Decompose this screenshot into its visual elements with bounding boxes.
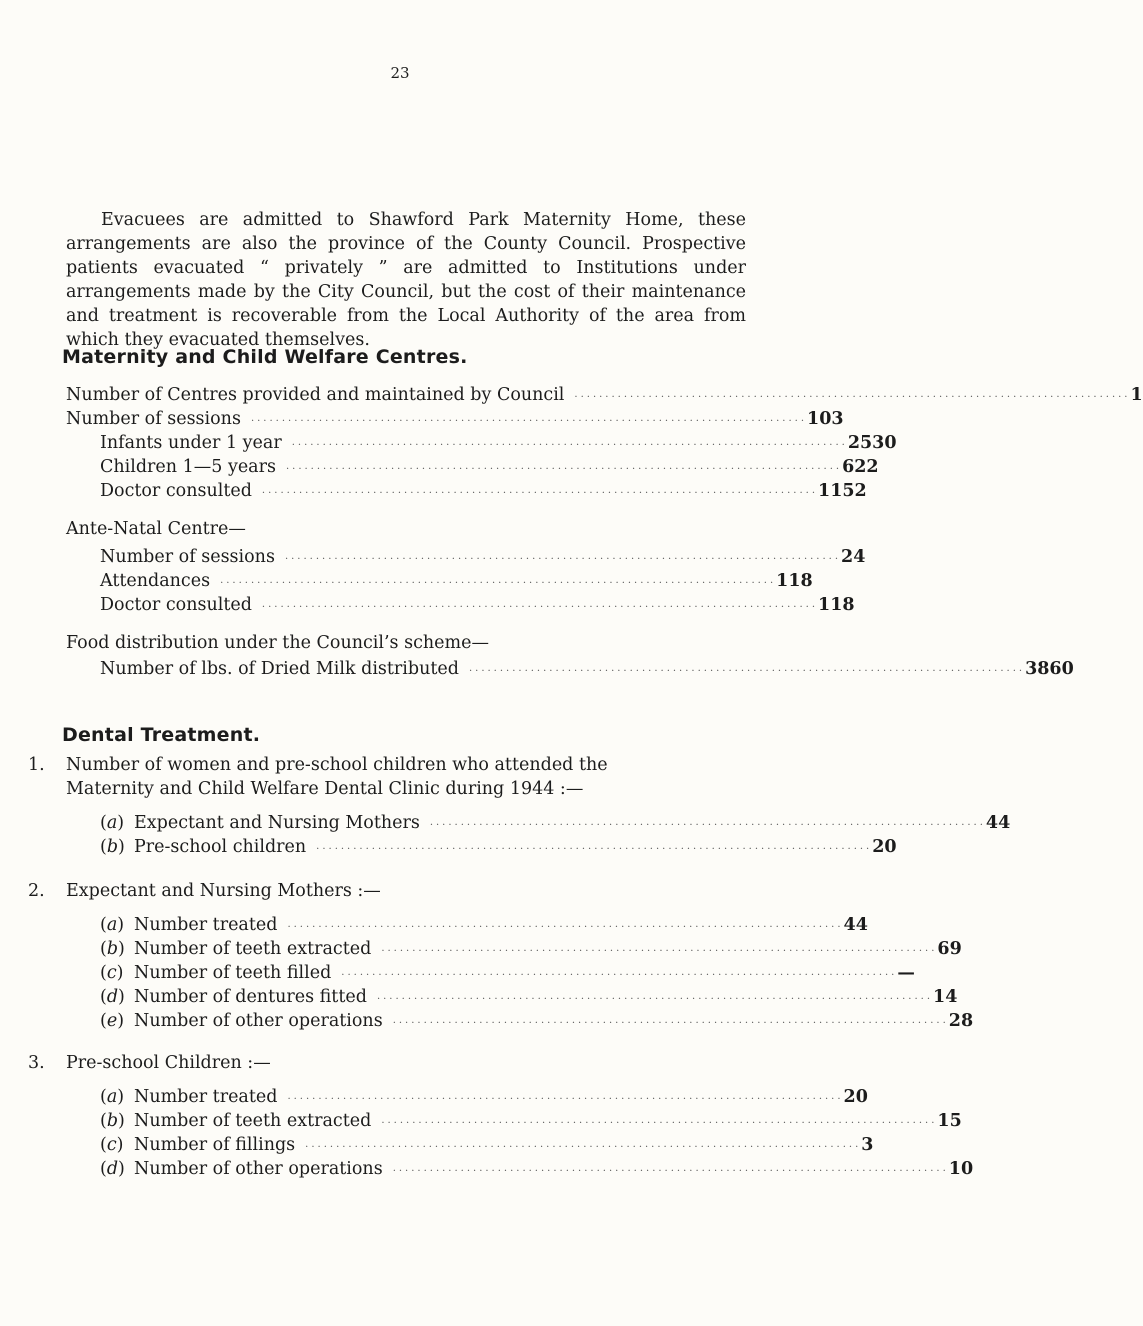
an-sessions-label: Number of sessions — [100, 547, 275, 567]
s3-item-label: (d) Number of other operations — [100, 1159, 383, 1179]
intro-paragraph: Evacuees are admitted to Shawford Park Maternity Home, these arrangements are also the province of the County Council. Prospective patients evacuated “ privately ” are admitted to Institutions under arrangements made by the City Council, but the cost of their maintenance and treatment is recoverable from the Local Authority of the area from which they evacuated themselves. — [66, 210, 746, 350]
sessions-label: Number of sessions — [66, 409, 241, 429]
leader-dots: .......................................................................................... — [341, 967, 898, 978]
leader-dots: .......................................................................................... — [284, 551, 842, 562]
doctor-row — [100, 478, 867, 504]
centres-value: 1 — [1130, 385, 1143, 405]
s3-item-value: 20 — [843, 1087, 868, 1107]
s3-item-value: 3 — [861, 1135, 874, 1155]
s3-title-text: Pre-school Children :— — [66, 1053, 271, 1073]
leader-dots: .......................................................................................... — [468, 663, 1026, 674]
leader-dots: .......................................................................................... — [261, 599, 819, 610]
doctor-value: 1152 — [818, 481, 867, 501]
page-number: 23 — [390, 64, 410, 82]
an-doctor-value: 118 — [818, 595, 855, 615]
s2-title-text: Expectant and Nursing Mothers :— — [66, 881, 381, 901]
sessions-row — [66, 406, 844, 432]
s3-item-label: (b) Number of teeth extracted — [100, 1111, 372, 1131]
an-sessions-value: 24 — [841, 547, 866, 567]
s3-item-d — [100, 1156, 974, 1182]
s1-item-value: 20 — [872, 837, 897, 857]
leader-dots: .......................................................................................... — [220, 575, 777, 586]
leader-dots: .......................................................................................... — [285, 461, 843, 472]
s1-item-a — [100, 810, 1011, 836]
infants-label: Infants under 1 year — [100, 433, 282, 453]
s2-item-value: — — [897, 963, 915, 983]
milk-row — [100, 656, 1074, 682]
s2-item-d — [100, 984, 958, 1010]
maternity-heading: Maternity and Child Welfare Centres. — [62, 346, 468, 368]
leader-dots: .......................................................................................... — [316, 841, 873, 852]
s2-item-a — [100, 912, 868, 938]
s3-item-a — [100, 1084, 868, 1110]
s2-item-value: 14 — [933, 987, 958, 1007]
s2-title — [28, 878, 381, 904]
centres-label: Number of Centres provided and maintained by Council — [66, 385, 565, 405]
leader-dots: .......................................................................................... — [250, 413, 808, 424]
leader-dots: .......................................................................................... — [381, 1115, 938, 1126]
leader-dots: .......................................................................................... — [287, 1091, 844, 1102]
s1-line2: Maternity and Child Welfare Dental Clinic during 1944 :— — [66, 779, 584, 799]
children-row — [100, 454, 879, 480]
sessions-value: 103 — [807, 409, 844, 429]
s2-item-label: (d) Number of dentures fitted — [100, 987, 367, 1007]
s2-item-e — [100, 1008, 974, 1034]
s3-item-c — [100, 1132, 874, 1158]
leader-dots: .......................................................................................... — [392, 1015, 949, 1026]
an-attendances-row — [100, 568, 813, 594]
an-doctor-row — [100, 592, 855, 618]
s3-item-label: (c) Number of fillings — [100, 1135, 296, 1155]
leader-dots: .......................................................................................... — [287, 919, 844, 930]
s1-num: 1. — [28, 755, 45, 775]
an-doctor-label: Doctor consulted — [100, 595, 252, 615]
leader-dots: .......................................................................................... — [291, 437, 848, 448]
infants-value: 2530 — [847, 433, 897, 453]
an-sessions-row — [100, 544, 866, 570]
s3-title — [28, 1050, 271, 1076]
s2-item-c — [100, 960, 915, 986]
s3-item-b — [100, 1108, 962, 1134]
doctor-label: Doctor consulted — [100, 481, 252, 501]
food-label: Food distribution under the Council’s scheme— — [66, 633, 489, 653]
infants-row — [100, 430, 897, 456]
s2-item-value: 44 — [843, 915, 868, 935]
s2-item-label: (c) Number of teeth filled — [100, 963, 332, 983]
s1-line1-text: Number of women and pre-school children who attended the — [66, 755, 608, 775]
an-attendances-value: 118 — [776, 571, 813, 591]
s2-item-b — [100, 936, 962, 962]
s3-item-value: 15 — [937, 1111, 962, 1131]
s2-item-label: (b) Number of teeth extracted — [100, 939, 372, 959]
children-label: Children 1—5 years — [100, 457, 276, 477]
leader-dots: .......................................................................................... — [392, 1163, 949, 1174]
centres-row — [66, 382, 1143, 408]
milk-value: 3860 — [1025, 659, 1074, 679]
s1-item-label: (a) Expectant and Nursing Mothers — [100, 813, 420, 833]
s1-line1 — [28, 752, 608, 778]
leader-dots: .......................................................................................... — [376, 991, 934, 1002]
s2-item-value: 69 — [937, 939, 962, 959]
an-attendances-label: Attendances — [100, 571, 211, 591]
milk-label: Number of lbs. of Dried Milk distributed — [100, 659, 459, 679]
children-value: 622 — [842, 457, 879, 477]
s2-num: 2. — [28, 881, 45, 901]
s2-item-value: 28 — [948, 1011, 974, 1031]
leader-dots: .......................................................................................... — [429, 817, 986, 828]
s1-item-value: 44 — [985, 813, 1011, 833]
leader-dots: .......................................................................................... — [381, 943, 938, 954]
s3-num: 3. — [28, 1053, 45, 1073]
leader-dots: .......................................................................................... — [261, 485, 819, 496]
leader-dots: .......................................................................................... — [305, 1139, 862, 1150]
dental-heading: Dental Treatment. — [62, 724, 261, 746]
s2-item-label: (e) Number of other operations — [100, 1011, 383, 1031]
s1-item-b — [100, 834, 897, 860]
s2-item-label: (a) Number treated — [100, 915, 278, 935]
leader-dots: .......................................................................................... — [574, 389, 1131, 400]
s3-item-label: (a) Number treated — [100, 1087, 278, 1107]
s1-item-label: (b) Pre-school children — [100, 837, 307, 857]
s3-item-value: 10 — [948, 1159, 974, 1179]
antenatal-label: Ante-Natal Centre— — [66, 519, 246, 539]
